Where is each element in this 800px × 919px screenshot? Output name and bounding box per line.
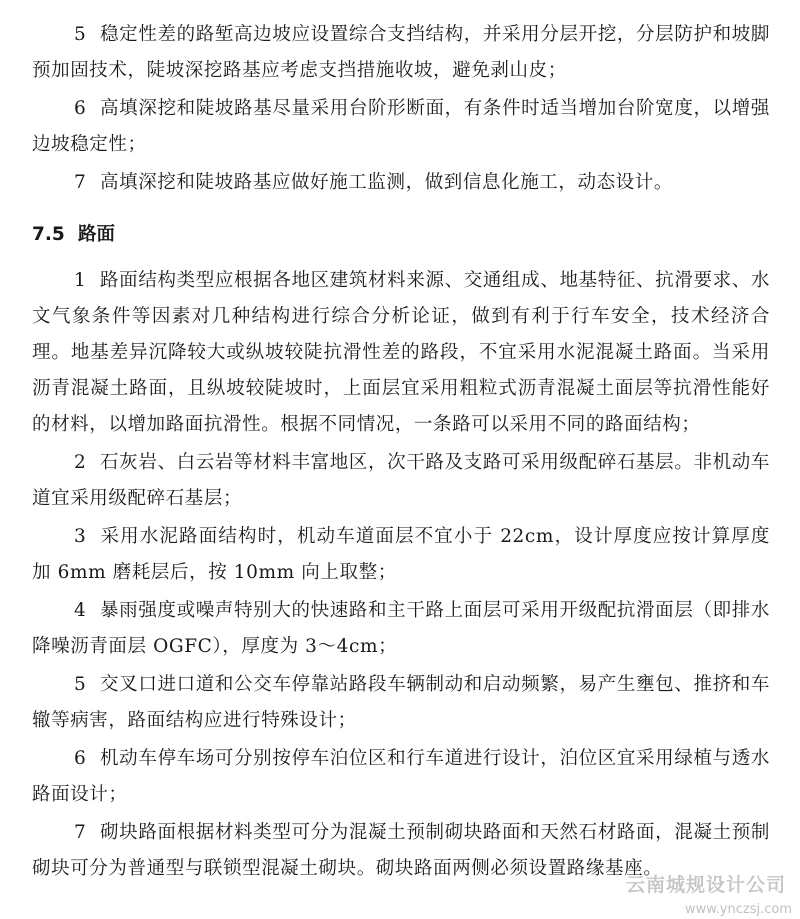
clause-text: 机动车停车场可分别按停车泊位区和行车道进行设计，泊位区宜采用绿植与透水路面设计；	[32, 748, 770, 805]
clause-4	[0, 593, 800, 665]
clause-6b	[0, 741, 800, 813]
section-title: 路面	[78, 224, 116, 245]
clause-3	[0, 519, 800, 591]
clause-number: 4	[74, 600, 87, 621]
clause-6	[0, 91, 800, 163]
clause-7	[0, 165, 800, 201]
clause-5	[0, 17, 800, 89]
clause-text: 暴雨强度或噪声特别大的快速路和主干路上面层可采用开级配抗滑面层（即排水降噪沥青面层 OGFC），厚度为 3～4cm；	[32, 600, 770, 657]
watermark-url: www.ynczsj.com	[684, 902, 792, 917]
clause-number: 1	[74, 270, 87, 291]
clause-text: 交叉口进口道和公交车停靠站路段车辆制动和启动频繁，易产生壅包、推挤和车辙等病害，路面结构应进行特殊设计；	[32, 674, 770, 731]
clause-number: 3	[74, 526, 87, 547]
clause-text: 稳定性差的路堑高边坡应设置综合支挡结构，并采用分层开挖，分层防护和坡脚预加固技术，陡坡深挖路基应考虑支挡措施收坡，避免剥山皮；	[32, 24, 770, 81]
items-before-section	[0, 17, 800, 201]
clause-text: 高填深挖和陡坡路基应做好施工监测，做到信息化施工，动态设计。	[100, 172, 674, 193]
clause-text: 采用水泥路面结构时，机动车道面层不宜小于 22cm，设计厚度应按计算厚度加 6mm 磨耗层后，按 10mm 向上取整；	[32, 526, 770, 583]
clause-number: 7	[74, 172, 87, 193]
clause-number: 6	[74, 748, 87, 769]
clause-text: 路面结构类型应根据各地区建筑材料来源、交通组成、地基特征、抗滑要求、水文气象条件等因素对几种结构进行综合分析论证，做到有利于行车安全，技术经济合理。地基差异沉降较大或纵坡较陡抗滑性差的路段，不宜采用水泥混凝土路面。当采用沥青混凝土路面，且纵坡较陡坡时，上面层宜采用粗粒式沥青混凝土面层等抗滑性能好的材料，以增加路面抗滑性。根据不同情况，一条路可以采用不同的路面结构；	[32, 270, 770, 435]
section-number: 7.5	[32, 224, 65, 245]
section-heading	[0, 217, 800, 253]
clause-text: 砌块路面根据材料类型可分为混凝土预制砌块路面和天然石材路面，混凝土预制砌块可分为普通型与联锁型混凝土砌块。砌块路面两侧必须设置路缘基座。	[32, 822, 770, 879]
clause-number: 7	[74, 822, 87, 843]
clause-1	[0, 263, 800, 443]
clause-text: 石灰岩、白云岩等材料丰富地区，次干路及支路可采用级配碎石基层。非机动车道宜采用级配碎石基层；	[32, 452, 770, 509]
clause-text: 高填深挖和陡坡路基尽量采用台阶形断面，有条件时适当增加台阶宽度，以增强边坡稳定性；	[32, 98, 770, 155]
clause-number: 2	[74, 452, 87, 473]
clause-2	[0, 445, 800, 517]
clause-number: 6	[74, 98, 87, 119]
watermark-text: 云南城规设计公司	[625, 874, 786, 896]
clause-number: 5	[74, 674, 87, 695]
clause-number: 5	[74, 24, 87, 45]
clause-5b	[0, 667, 800, 739]
items-after-section	[0, 263, 800, 887]
